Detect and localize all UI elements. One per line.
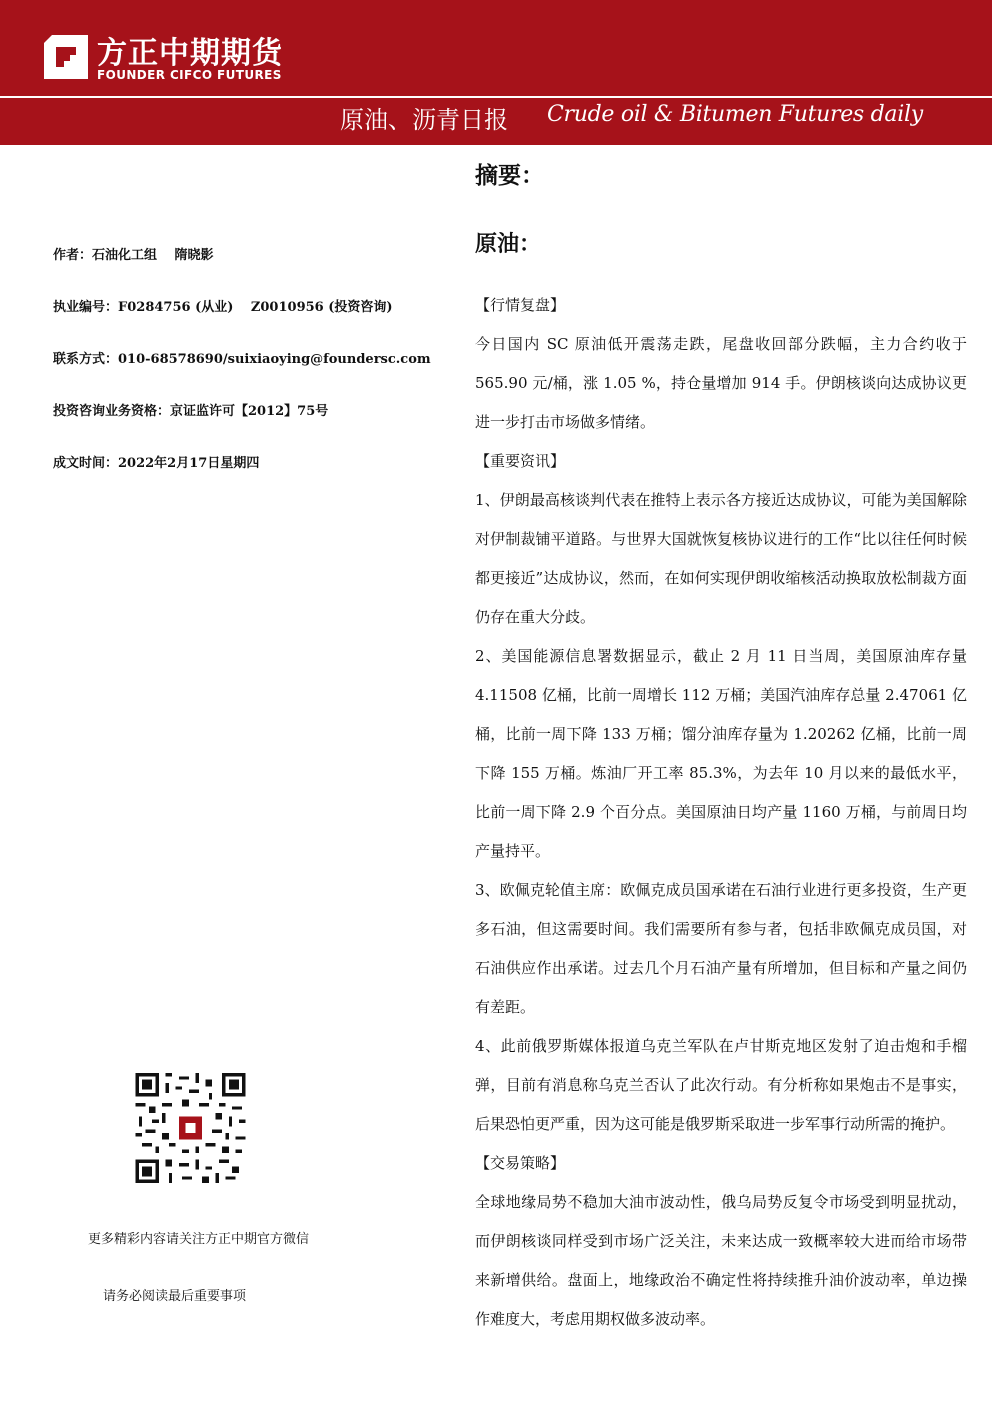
section-heading-strategy: 【交易策略】: [475, 1154, 566, 1172]
abstract-heading: 摘要：: [475, 163, 544, 189]
report-title-en: Crude oil & Bitumen Futures daily: [547, 102, 923, 127]
founder-logo-icon: [42, 33, 90, 81]
company-name-en: FOUNDER CIFCO FUTURES: [97, 68, 282, 82]
company-name-cn: 方正中期期货: [97, 36, 283, 71]
paragraph-news-2: 2、美国能源信息署数据显示，截止 2 月 11 日当周，美国原油库存量 4.11508 亿桶，比前一周增长 112 万桶；美国汽油库存总量 2.47061 亿桶，比前一周下降 133 万桶；馏分油库存量为 1.20262 亿桶，比前一周下降 155 万桶。炼油厂开工率 85.3%，为去年 10 月以来的最低水平，比前一周下降 2.9 个百分点。美国原油日均产量 1160 万桶，与前周日均产量持平。: [475, 647, 967, 860]
paragraph-market-review: 今日国内 SC 原油低开震荡走跌，尾盘收回部分跌幅，主力合约收于 565.90 元/桶，涨 1.05 %，持仓量增加 914 手。伊朗核谈向达成协议更进一步打击市场做多情绪。: [475, 335, 967, 431]
paragraph-news-3: 3、欧佩克轮值主席：欧佩克成员国承诺在石油行业进行更多投资，生产更多石油，但这需要时间。我们需要所有参与者，包括非欧佩克成员国，对石油供应作出承诺。过去几个月石油产量有所增加，但目标和产量之间仍有差距。: [475, 881, 967, 1016]
contact-line: 联系方式：010-68578690/suixiaoying@foundersc.com: [53, 352, 431, 367]
paragraph-strategy: 全球地缘局势不稳加大油市波动性，俄乌局势反复令市场受到明显扰动，而伊朗核谈同样受到市场广泛关注，未来达成一致概率较大进而给市场带来新增供给。盘面上，地缘政治不确定性将持续推升油价波动率，单边操作难度大，考虑用期权做多波动率。: [475, 1193, 967, 1328]
header-divider: [0, 96, 992, 98]
report-title-cn: 原油、沥青日报: [340, 106, 508, 134]
paragraph-news-4: 4、此前俄罗斯媒体报道乌克兰军队在卢甘斯克地区发射了迫击炮和手榴弹，目前有消息称乌克兰否认了此次行动。有分析称如果炮击不是事实，后果恐怕更严重，因为这可能是俄罗斯采取进一步军事行动所需的掩护。: [475, 1037, 967, 1133]
author-line: 作者：石油化工组 隋晓影: [53, 248, 214, 263]
report-header: [0, 0, 992, 145]
date-line: 成文时间：2022年2月17日星期四: [53, 456, 260, 471]
paragraph-news-1: 1、伊朗最高核谈判代表在推特上表示各方接近达成协议，可能为美国解除对伊制裁铺平道路。与世界大国就恢复核协议进行的工作“比以往任何时候都更接近”达成协议，然而，在如何实现伊朗收缩核活动换取放松制裁方面仍存在重大分歧。: [475, 491, 967, 626]
report-body: [475, 286, 967, 1339]
section-heading-news: 【重要资讯】: [475, 452, 566, 470]
disclaimer-notice-text: 请务必阅读最后重要事项: [103, 1289, 247, 1304]
follow-wechat-text: 更多精彩内容请关注方正中期官方微信: [88, 1232, 310, 1247]
license-line: 执业编号：F0284756 (从业) Z0010956 (投资咨询): [53, 300, 393, 315]
section-heading-review: 【行情复盘】: [475, 296, 566, 314]
wechat-qr-code: [134, 1073, 247, 1183]
qualification-line: 投资咨询业务资格：京证监许可【2012】75号: [53, 404, 329, 419]
crude-oil-heading: 原油：: [475, 232, 542, 257]
